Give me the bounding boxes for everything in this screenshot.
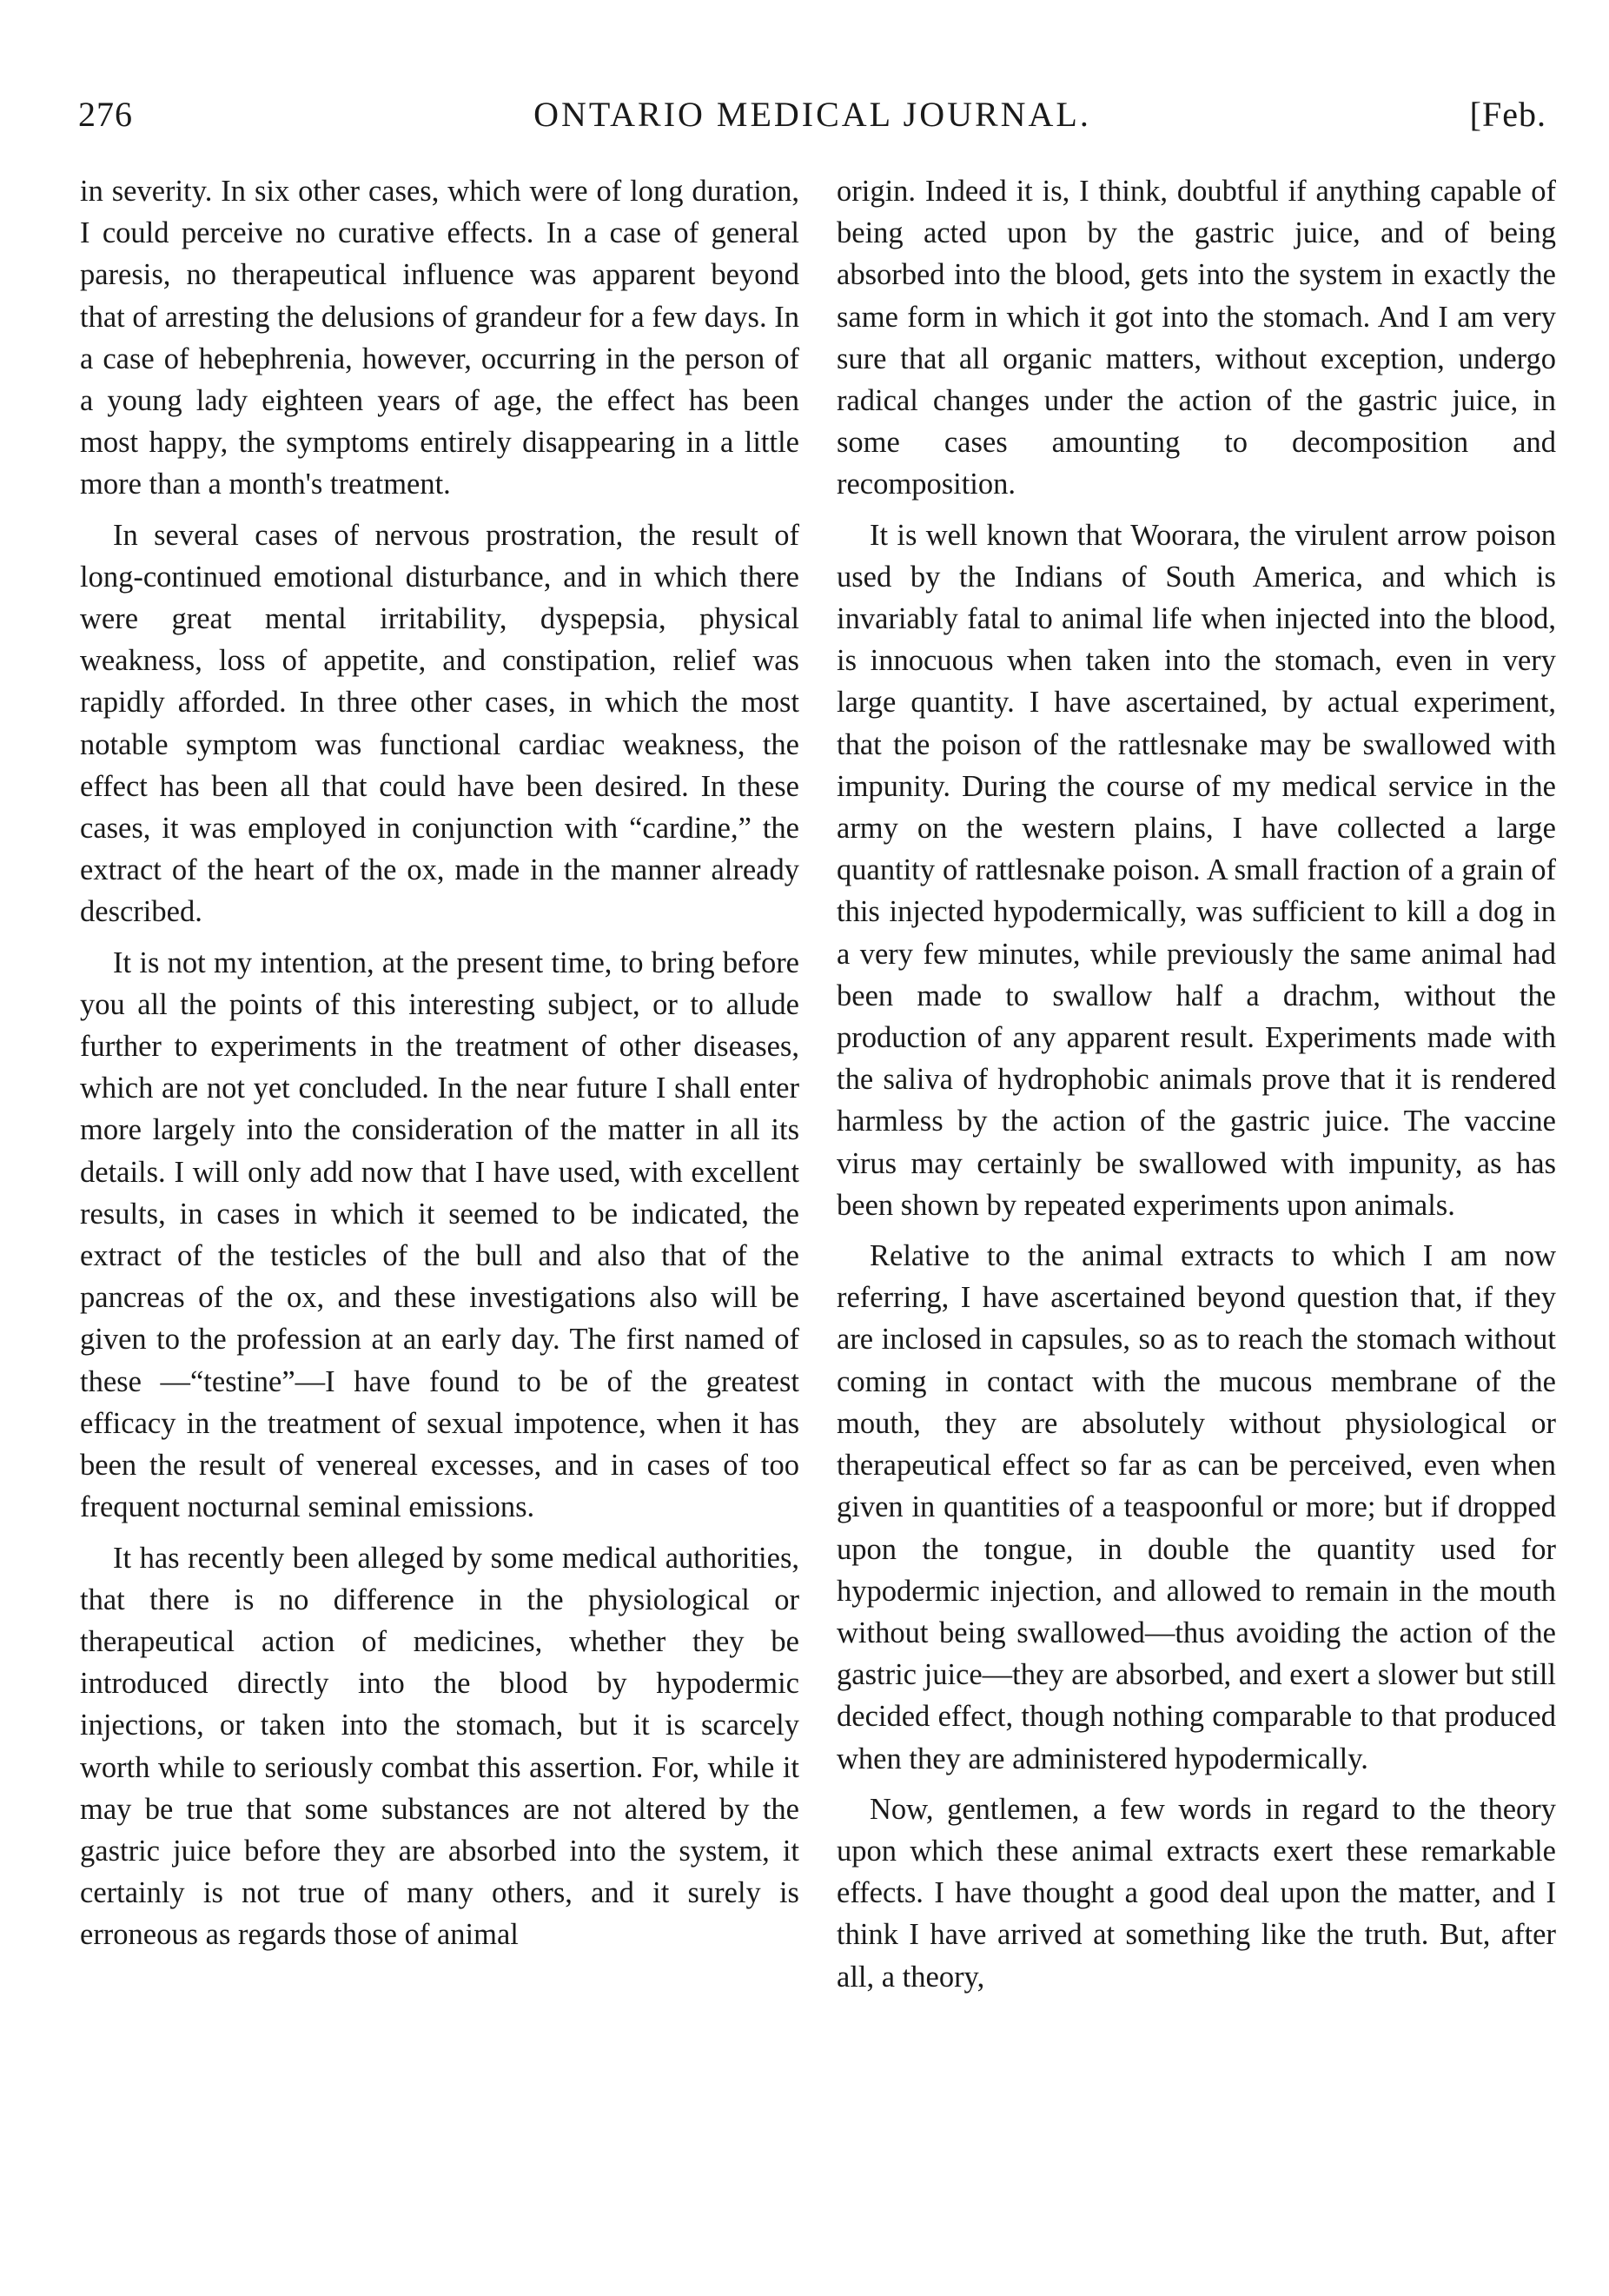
paragraph: It is well known that Woorara, the virulent arrow poison used by the Indians of South America, and which is invariably fatal to animal life when injected into the blood, is innocuous when taken into the stomach, even in very large quantity. I have ascertained, by actual experiment, that the poison of the rattlesnake may be swallowed with impunity. During the course of my medical service in the army on the western plains, I have collected a large quantity of rattlesnake poison. A small fraction of a grain of this injected hypodermically, was sufficient to kill a dog in a very few minutes, while previously the same animal had been made to swallow half a drachm, without the production of any apparent result. Experiments made with the saliva of hydrophobic animals prove that it is rendered harmless by the action of the gastric juice. The vaccine virus may certainly be swallowed with impunity, as has been shown by repeated experiments upon animals. bbox=[837, 518, 1556, 1222]
paragraph: It is not my intention, at the present time, to bring before you all the points of this interesting subject, or to allude further to experiments in the treatment of other diseases, which are not yet concluded. In the near future I shall enter more largely into the consideration of the matter in all its details. I will only add now that I have used, with excellent results, in cases in which it seemed to be indicated, the extract of the testicles of the bull and also that of the pancreas of the ox, and these investigations also will be given to the profession at an early day. The first named of these —“testine”—I have found to be of the greatest efficacy in the treatment of sexual impotence, when it has been the result of venereal excesses, and in cases of too frequent nocturnal seminal emissions. bbox=[80, 946, 799, 1524]
issue-month: [Feb. bbox=[1469, 95, 1546, 134]
journal-title: ONTARIO MEDICAL JOURNAL. bbox=[533, 95, 1091, 134]
right-column bbox=[837, 170, 1556, 2007]
paragraph: In several cases of nervous prostration, the result of long-continued emotional disturbance, and in which there were great mental irritability, dyspepsia, physical weakness, loss of appetite, and constipation, relief was rapidly afforded. In three other cases, in which the most notable symptom was functional cardiac weakness, the effect has been all that could have been desired. In these cases, it was employed in conjunction with “cardine,” the extract of the heart of the ox, made in the manner already described. bbox=[80, 518, 799, 929]
paragraph: origin. Indeed it is, I think, doubtful if anything capable of being acted upon by the gastric juice, and of being absorbed into the blood, gets into the system in exactly the same form in which it got into the stomach. And I am very sure that all organic matters, without exception, undergo radical changes under the action of the gastric juice, in some cases amounting to decomposition and recomposition. bbox=[837, 175, 1556, 501]
paragraph: Relative to the animal extracts to which I am now referring, I have ascertained beyond question that, if they are inclosed in capsules, so as to reach the stomach without coming in contact with the mucous membrane of the mouth, they are absolutely without physiological or therapeutical effect so far as can be perceived, even when given in quantities of a teaspoonful or more; but if dropped upon the tongue, in double the quantity used for hypodermic injection, and allowed to remain in the mouth without being swallowed—thus avoiding the action of the gastric juice—they are absorbed, and exert a slower but still decided effect, though nothing comparable to that produced when they are administered hypodermically. bbox=[837, 1239, 1556, 1775]
left-column bbox=[80, 170, 799, 1965]
paragraph: in severity. In six other cases, which were of long duration, I could perceive no curative effects. In a case of general paresis, no therapeutical influence was apparent beyond that of arresting the delusions of grandeur for a few days. In a case of hebephrenia, however, occurring in the person of a young lady eighteen years of age, the effect has been most happy, the symptoms entirely disappearing in a little more than a month's treatment. bbox=[80, 175, 799, 501]
running-head bbox=[78, 94, 1546, 146]
page-number: 276 bbox=[78, 95, 133, 134]
paragraph: Now, gentlemen, a few words in regard to the theory upon which these animal extracts exert these remarkable effects. I have thought a good deal upon the matter, and I think I have arrived at something like the truth. But, after all, a theory, bbox=[837, 1792, 1556, 1994]
paragraph: It has recently been alleged by some medical authorities, that there is no difference in the physiological or therapeutical action of medicines, whether they be introduced directly into the blood by hypodermic injections, or taken into the stomach, but it is scarcely worth while to seriously combat this assertion. For, while it may be true that some substances are not altered by the gastric juice before they are absorbed into the system, it certainly is not true of many others, and it surely is erroneous as regards those of animal bbox=[80, 1541, 799, 1952]
